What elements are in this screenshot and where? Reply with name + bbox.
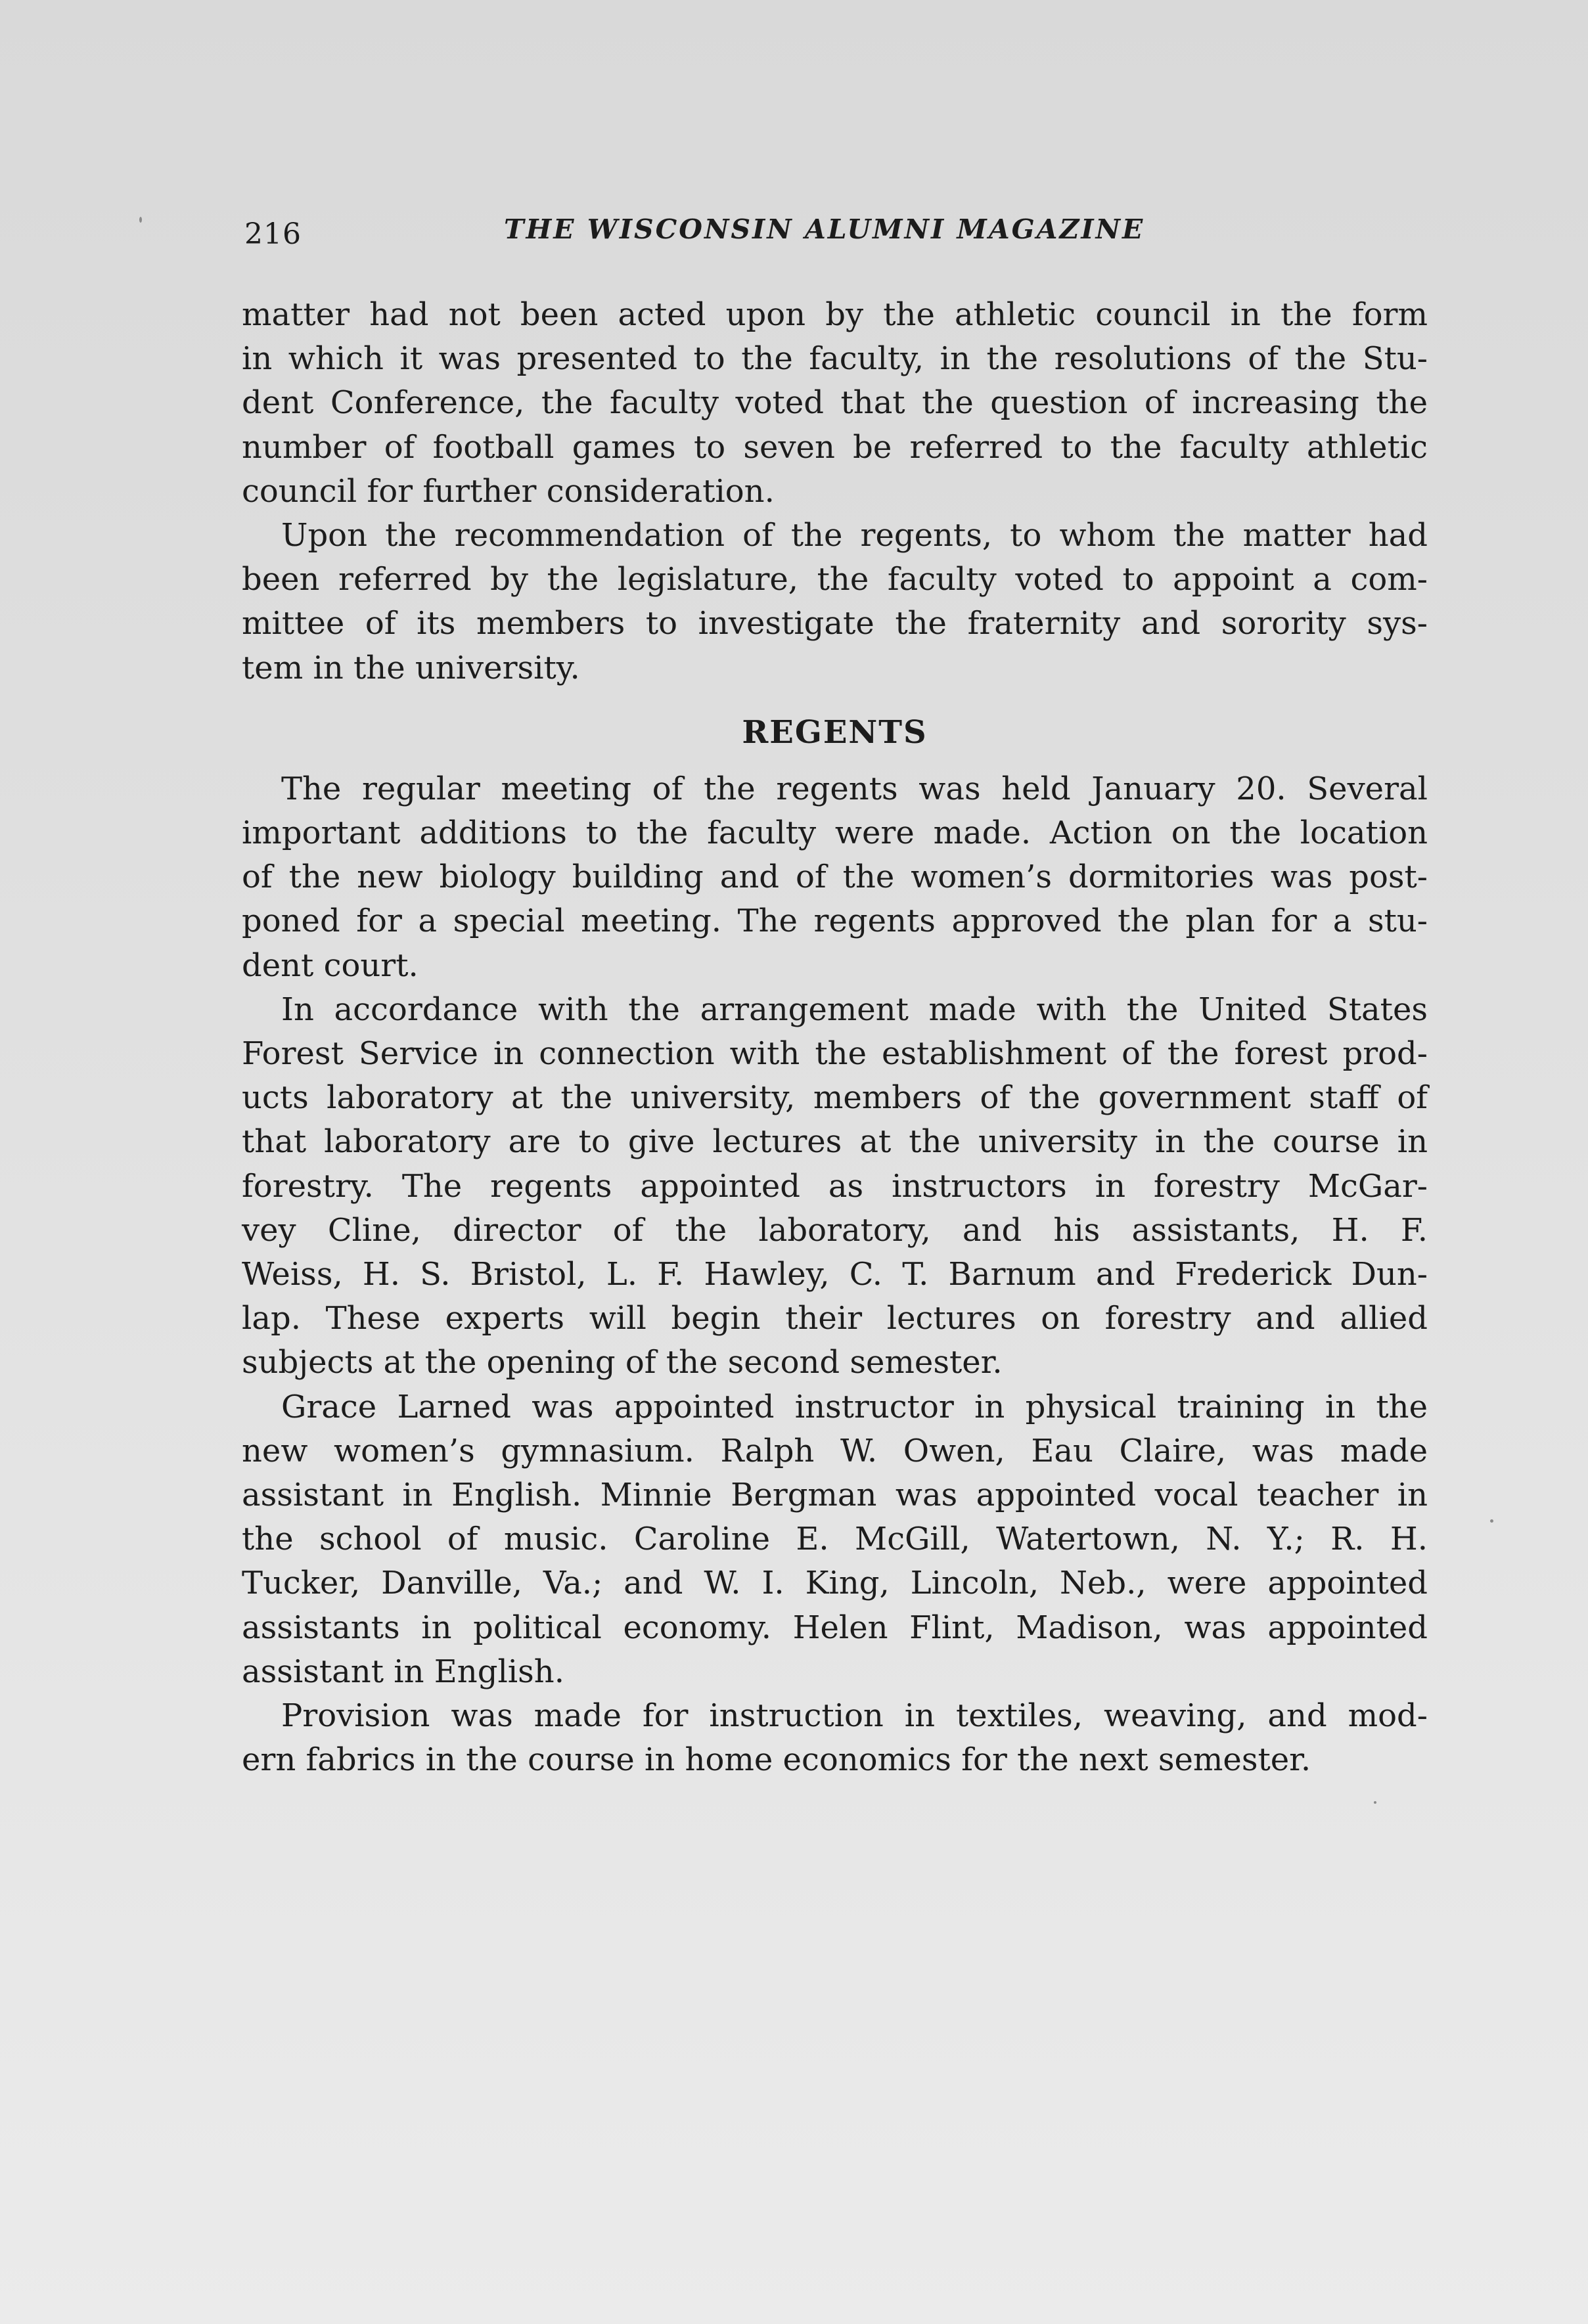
paragraph xyxy=(242,1694,1428,1782)
text-line: matter had not been acted upon by the athletic council in the form xyxy=(242,296,1428,333)
text-line: Tucker, Danville, Va.; and W. I. King, Lincoln, Neb., were appointed xyxy=(242,1565,1428,1602)
running-title: THE WISCONSIN ALUMNI MAGAZINE xyxy=(504,213,1145,245)
text-line: assistant in English. xyxy=(242,1653,564,1690)
text-line: of the new biology building and of the women’s dormitories was post- xyxy=(242,859,1428,896)
article-body xyxy=(242,293,1428,1783)
text-line: lap. These experts will begin their lectures on forestry and allied xyxy=(242,1300,1428,1337)
running-header xyxy=(244,213,1427,259)
text-line: assistants in political economy. Helen Flint, Madison, was appointed xyxy=(242,1609,1428,1646)
page-number: 216 xyxy=(244,217,302,251)
text-line: the school of music. Caroline E. McGill, Watertown, N. Y.; R. H. xyxy=(242,1521,1428,1558)
text-line: forestry. The regents appointed as instructors in forestry McGar- xyxy=(242,1167,1428,1205)
text-line: Forest Service in connection with the establishment of the forest prod- xyxy=(242,1035,1428,1073)
text-line: ucts laboratory at the university, members of the government staff of xyxy=(242,1079,1428,1117)
print-speck xyxy=(1490,1519,1493,1523)
text-line: important additions to the faculty were made. Action on the location xyxy=(242,815,1428,852)
text-line: The regular meeting of the regents was held January 20. Several xyxy=(281,770,1428,807)
text-line: subjects at the opening of the second semester. xyxy=(242,1344,1003,1381)
text-line: mittee of its members to investigate the fraternity and sorority sys- xyxy=(242,605,1428,642)
text-line: new women’s gymnasium. Ralph W. Owen, Eau Claire, was made xyxy=(242,1432,1428,1469)
text-line: In accordance with the arrangement made with the United States xyxy=(281,991,1428,1028)
section-heading: REGENTS xyxy=(742,713,928,751)
text-line: poned for a special meeting. The regents approved the plan for a stu- xyxy=(242,903,1428,940)
text-line: tem in the university. xyxy=(242,649,580,686)
text-line: Weiss, H. S. Bristol, L. F. Hawley, C. T. Barnum and Frederick Dun- xyxy=(242,1256,1428,1293)
text-line: Upon the recommendation of the regents, to whom the matter had xyxy=(281,517,1428,554)
text-line: in which it was presented to the faculty, in the resolutions of the Stu- xyxy=(242,340,1428,378)
text-line: ern fabrics in the course in home economics for the next semester. xyxy=(242,1741,1311,1779)
text-line: that laboratory are to give lectures at the university in the course in xyxy=(242,1123,1428,1161)
text-line: been referred by the legislature, the faculty voted to appoint a com- xyxy=(242,561,1428,598)
paragraph xyxy=(242,1385,1428,1694)
text-line: dent court. xyxy=(242,947,419,984)
paragraph xyxy=(242,514,1428,690)
text-line: dent Conference, the faculty voted that the question of increasing the xyxy=(242,384,1428,422)
text-line: Provision was made for instruction in textiles, weaving, and mod- xyxy=(281,1697,1428,1735)
paragraph xyxy=(242,293,1428,514)
text-line: council for further consideration. xyxy=(242,472,775,510)
text-line: Grace Larned was appointed instructor in physical training in the xyxy=(281,1388,1428,1425)
print-speck xyxy=(1374,1801,1376,1804)
text-line: vey Cline, director of the laboratory, and his assistants, H. F. xyxy=(242,1211,1428,1249)
print-speck xyxy=(139,217,142,223)
paragraph xyxy=(242,767,1428,988)
text-line: number of football games to seven be referred to the faculty athletic xyxy=(242,428,1428,466)
paragraph xyxy=(242,988,1428,1385)
text-line: assistant in English. Minnie Bergman was appointed vocal teacher in xyxy=(242,1477,1428,1514)
